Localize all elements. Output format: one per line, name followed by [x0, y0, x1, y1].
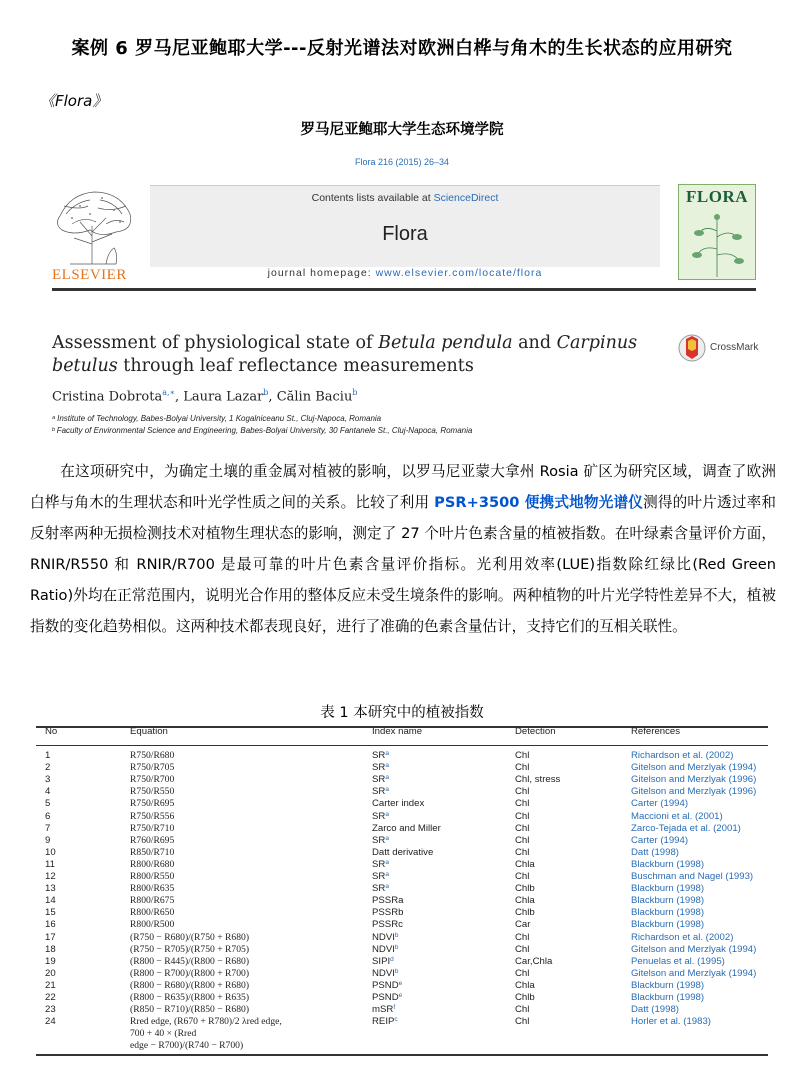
row-reference-link[interactable]: Richardson et al. (2002)	[631, 750, 734, 761]
row-detection: Chl	[515, 810, 530, 822]
table-row	[36, 762, 768, 774]
row-detection: Chl	[515, 846, 530, 858]
row-equation: (R800 − R445)/(R800 − R680)	[130, 955, 250, 967]
index-name-text: SR	[372, 750, 386, 761]
index-name-text: NDVI	[372, 931, 395, 943]
index-name-text: Carter index	[372, 798, 425, 810]
index-name-text: mSR	[372, 1004, 394, 1016]
index-name-text: NDVI	[372, 967, 395, 979]
cover-title: FLORA	[686, 187, 748, 206]
article-title	[52, 332, 652, 378]
row-reference-link[interactable]: Carter (1994)	[631, 798, 689, 810]
footnote-marker[interactable]: a	[385, 883, 389, 891]
row-number: 4	[45, 786, 51, 798]
row-index-name	[372, 980, 402, 991]
row-number: 12	[45, 871, 56, 882]
index-name-text: PSSRb	[372, 907, 404, 919]
footnote-marker[interactable]: a	[385, 762, 389, 770]
elsevier-wordmark: ELSEVIER	[52, 267, 127, 283]
row-index-name	[372, 762, 389, 773]
row-equation: R750/R556	[130, 810, 175, 822]
row-detection: Chlb	[515, 907, 535, 919]
row-index-name	[372, 895, 403, 906]
equation-continuation-line: edge − R700)/(R740 − R700)	[130, 1040, 244, 1052]
row-number: 16	[45, 919, 56, 931]
row-equation: R750/R710	[130, 822, 175, 834]
affiliation-a: ᵃ Institute of Technology, Babes-Bolyai University, 1 Kogalniceanu St., Cluj-Napoca, Romania	[52, 414, 382, 423]
row-detection: Chlb	[515, 992, 535, 1003]
footnote-marker[interactable]: a	[385, 810, 389, 818]
row-equation: R750/R705	[130, 762, 175, 774]
row-reference-link[interactable]: Blackburn (1998)	[631, 895, 705, 907]
row-reference-link[interactable]: Richardson et al. (2002)	[631, 931, 734, 943]
row-number: 18	[45, 943, 56, 955]
row-equation: R750/R550	[130, 786, 175, 798]
footnote-marker[interactable]: f	[393, 1004, 396, 1012]
row-equation: R750/R695	[130, 798, 175, 810]
row-reference-link[interactable]: Horler et al. (1983)	[631, 1016, 711, 1028]
row-number: 5	[45, 798, 51, 810]
row-number: 21	[45, 979, 56, 991]
index-name-text: PSND	[372, 979, 399, 991]
table-header-rule	[36, 745, 768, 746]
table-row	[36, 859, 768, 871]
row-index-name	[372, 774, 389, 785]
row-reference-link[interactable]: Blackburn (1998)	[631, 858, 705, 870]
row-equation: R800/R650	[130, 907, 175, 919]
row-index-name	[372, 786, 389, 797]
crossmark-badge[interactable]	[678, 333, 768, 363]
row-detection: Chl	[515, 931, 530, 943]
citation-link[interactable]: Flora 216 (2015) 26–34	[354, 157, 450, 167]
table-row	[36, 871, 768, 883]
row-number: 17	[45, 931, 56, 943]
row-number: 6	[45, 810, 51, 822]
row-equation: (R750 − R680)/(R750 + R680)	[130, 931, 250, 943]
row-detection: Chla	[515, 858, 535, 870]
summary-part2: 测得的叶片透过率和反射率两种无损检测技术对植物生理状态的影响，测定了 27 个叶片色素含量的植被指数。在叶绿素含量评价方面，RNIR/R550 和 RNIR/R700 是最可靠的叶片色素含量评价指标。光利用效率(LUE)指数除红绿比(Red Green Ratio)外均在正常范围内，说明光合作用的整体反应未受生境条件的影响。两种植物的叶片光学特性差异不大，植被指数的变化趋势相似。这两种技术都表现良好，进行了准确的色素含量估计，支持它们的互相关联性。	[30, 494, 776, 635]
equation-continuation	[36, 1028, 768, 1040]
index-name-text: SR	[372, 786, 386, 798]
table-row	[36, 980, 768, 992]
row-detection: Chla	[515, 895, 535, 907]
table-row	[36, 1016, 768, 1028]
footnote-marker[interactable]: b	[394, 943, 399, 951]
affiliation-b: ᵇ Faculty of Environmental Science and Engineering, Babes-Bolyai University, 30 Fantanele St., Cluj-Napoca, Romania	[52, 426, 473, 435]
index-name-text: SR	[372, 883, 386, 895]
row-reference-link[interactable]: Zarco-Tejada et al. (2001)	[631, 822, 741, 834]
footnote-marker[interactable]: d	[390, 955, 394, 963]
table-row	[36, 919, 768, 931]
row-number: 1	[45, 750, 51, 761]
row-reference-link[interactable]: Blackburn (1998)	[631, 919, 705, 931]
institute-name: 罗马尼亚鲍耶大学生态环境学院	[300, 122, 504, 138]
row-equation: R800/R550	[130, 871, 175, 882]
row-number: 2	[45, 762, 51, 774]
journal-cover-image	[678, 184, 756, 280]
row-index-name	[372, 823, 441, 834]
row-number: 15	[45, 907, 56, 919]
row-equation: (R800 − R700)/(R800 + R700)	[130, 967, 250, 979]
row-equation: (R850 − R710)/(R850 − R680)	[130, 1004, 250, 1016]
row-reference-link[interactable]: Buschman and Nagel (1993)	[631, 871, 754, 882]
row-number: 7	[45, 822, 51, 834]
row-reference-link[interactable]: Blackburn (1998)	[631, 883, 705, 895]
row-index-name	[372, 750, 389, 761]
table-bottom-rule	[36, 1054, 768, 1056]
row-detection: Chl	[515, 822, 530, 834]
equation-continuation	[36, 1040, 768, 1052]
author-affil-sup[interactable]: b	[352, 388, 358, 397]
table-row	[36, 774, 768, 786]
row-number: 9	[45, 834, 51, 846]
row-reference-link[interactable]: Datt (1998)	[631, 1004, 679, 1016]
index-name-text: SIPI	[372, 955, 391, 967]
table-row	[36, 907, 768, 919]
table-row	[36, 968, 768, 980]
row-number: 24	[45, 1016, 56, 1028]
row-number: 19	[45, 955, 56, 967]
column-header-equation: Equation	[130, 726, 168, 737]
row-detection: Chl	[515, 786, 530, 798]
row-detection: Chl	[515, 967, 530, 979]
index-name-text: SR	[372, 774, 386, 786]
row-number: 14	[45, 895, 56, 907]
row-index-name	[372, 859, 389, 870]
journal-name: Flora	[382, 223, 428, 245]
row-equation: R750/R680	[130, 750, 175, 761]
case-title: 案例 6 罗马尼亚鲍耶大学---反射光谱法对欧洲白桦与角木的生长状态的应用研究	[71, 38, 733, 59]
row-index-name	[372, 992, 402, 1003]
table-row	[36, 847, 768, 859]
index-name-text: NDVI	[372, 943, 395, 955]
row-number: 10	[45, 846, 56, 858]
row-index-name	[372, 944, 399, 955]
row-reference-link[interactable]: Gitelson and Merzlyak (1994)	[631, 943, 757, 955]
row-index-name	[372, 968, 399, 979]
species-carpinus: Carpinus	[556, 333, 638, 353]
row-equation: (R800 − R680)/(R800 + R680)	[130, 979, 250, 991]
row-equation: Rred edge, (R670 + R780)/2 λred edge,	[130, 1016, 282, 1028]
row-index-name	[372, 871, 389, 882]
index-name-text: SR	[372, 858, 386, 870]
footnote-marker[interactable]: a	[385, 858, 389, 866]
table-row	[36, 750, 768, 762]
footnote-marker[interactable]: a	[385, 786, 389, 794]
table-row	[36, 823, 768, 835]
row-reference-link[interactable]: Datt (1998)	[631, 846, 679, 858]
index-name-text: SR	[372, 810, 386, 822]
contents-prefix: Contents lists available at	[311, 192, 434, 204]
row-equation: R800/R500	[130, 919, 175, 931]
homepage-prefix: journal homepage:	[267, 267, 376, 279]
index-name-text: REIP	[372, 1016, 395, 1028]
title-part2: through leaf reflectance measurements	[117, 356, 474, 376]
summary-paragraph	[30, 456, 776, 642]
footnote-marker[interactable]: a	[385, 871, 389, 878]
row-reference-link[interactable]: Gitelson and Merzlyak (1994)	[631, 762, 757, 774]
row-number: 3	[45, 774, 51, 786]
index-name-text: PSSRa	[372, 895, 404, 907]
footnote-marker[interactable]: c	[394, 1016, 398, 1024]
row-index-name	[372, 798, 424, 809]
row-number: 20	[45, 967, 56, 979]
row-index-name	[372, 835, 389, 846]
row-detection: Car,Chla	[515, 955, 553, 967]
table-row	[36, 1004, 768, 1016]
homepage-line	[150, 267, 660, 279]
row-detection: Chl	[515, 834, 530, 846]
row-reference-link[interactable]: Gitelson and Merzlyak (1994)	[631, 967, 757, 979]
row-detection: Car	[515, 919, 531, 931]
equation-continuation-line: 700 + 40 × (Rred	[130, 1028, 197, 1040]
table-row	[36, 992, 768, 1004]
footnote-marker[interactable]: e	[398, 979, 403, 987]
banner-divider	[52, 288, 756, 291]
row-index-name	[372, 907, 403, 918]
row-index-name	[372, 811, 389, 822]
row-equation: (R800 − R635)/(R800 + R635)	[130, 992, 250, 1003]
column-header-references: References	[631, 726, 681, 737]
index-name-text: SR	[372, 871, 386, 882]
author-name[interactable]: Călin Baciu	[276, 389, 353, 405]
row-reference-link[interactable]: Penuelas et al. (1995)	[631, 955, 725, 967]
index-name-text: Zarco and Miller	[372, 822, 441, 834]
row-index-name	[372, 919, 403, 930]
column-header-index-name: Index name	[372, 726, 423, 737]
row-equation: (R750 − R705)/(R750 + R705)	[130, 943, 250, 955]
row-equation: R850/R710	[130, 846, 175, 858]
row-detection: Chl	[515, 798, 530, 810]
row-detection: Chlb	[515, 883, 535, 895]
footnote-marker[interactable]: e	[398, 992, 403, 999]
species-betula: Betula pendula	[378, 333, 513, 353]
row-reference-link[interactable]: Gitelson and Merzlyak (1996)	[631, 774, 757, 786]
column-header-detection: Detection	[515, 726, 556, 737]
column-header-no: No	[45, 726, 58, 737]
row-reference-link[interactable]: Blackburn (1998)	[631, 992, 705, 1003]
row-equation: R800/R675	[130, 895, 175, 907]
table-row	[36, 944, 768, 956]
table-row	[36, 883, 768, 895]
index-name-text: PSSRc	[372, 919, 403, 931]
row-reference-link[interactable]: Carter (1994)	[631, 834, 689, 846]
title-part1: Assessment of physiological state of	[52, 333, 379, 353]
row-detection: Chla	[515, 979, 535, 991]
row-index-name	[372, 932, 399, 943]
table-row	[36, 835, 768, 847]
instrument-highlight[interactable]: PSR+3500 便携式地物光谱仪	[434, 494, 644, 511]
row-number: 22	[45, 992, 56, 1003]
row-index-name	[372, 956, 394, 967]
row-detection: Chl	[515, 750, 530, 761]
row-reference-link[interactable]: Blackburn (1998)	[631, 979, 705, 991]
footnote-marker[interactable]: b	[394, 931, 399, 939]
footnote-marker[interactable]: a	[385, 774, 389, 782]
row-detection: Chl, stress	[515, 774, 561, 786]
species-betulus: betulus	[52, 356, 118, 376]
row-index-name	[372, 883, 389, 894]
row-equation: R800/R635	[130, 883, 175, 895]
row-equation: R800/R680	[130, 858, 175, 870]
row-number: 13	[45, 883, 56, 895]
row-number: 23	[45, 1004, 56, 1016]
footnote-marker[interactable]: a	[385, 750, 389, 757]
table-row	[36, 786, 768, 798]
table-row	[36, 956, 768, 968]
footnote-marker[interactable]: a	[385, 834, 389, 842]
author-affil-sup[interactable]: a,∗	[162, 388, 175, 397]
row-index-name	[372, 1016, 398, 1027]
index-name-text: PSND	[372, 992, 399, 1003]
row-reference-link[interactable]: Maccioni et al. (2001)	[631, 810, 723, 822]
index-name-text: SR	[372, 834, 386, 846]
row-detection: Chl	[515, 1016, 530, 1028]
table-row	[36, 798, 768, 810]
index-name-text: SR	[372, 762, 386, 774]
row-equation: R760/R695	[130, 834, 175, 846]
row-detection: Chl	[515, 1004, 530, 1016]
row-reference-link[interactable]: Blackburn (1998)	[631, 907, 705, 919]
journal-banner	[150, 185, 660, 285]
index-name-text: Datt derivative	[372, 846, 434, 858]
author-name[interactable]: Cristina Dobrota	[52, 389, 163, 405]
row-index-name	[372, 847, 433, 858]
footnote-marker[interactable]: b	[394, 967, 399, 975]
table-row	[36, 932, 768, 944]
row-number: 11	[45, 858, 55, 870]
journal-tag: 《Flora》	[40, 92, 108, 110]
table-row	[36, 811, 768, 823]
contents-line	[150, 192, 660, 204]
row-detection: Chl	[515, 943, 530, 955]
row-detection: Chl	[515, 762, 530, 774]
row-reference-link[interactable]: Gitelson and Merzlyak (1996)	[631, 786, 757, 798]
summary-part1: 在这项研究中，为确定土壤的重金属对植被的影响，以罗马尼亚蒙大拿州 Rosia 矿区为研究区域，调查了欧洲白桦与角木的生理状态和叶光学性质之间的关系。比较了利用	[30, 463, 776, 511]
author-list: Cristina Dobrota$^{a,∗}$, Laura Lazar$^b$, Călin Baciu$^b$	[52, 388, 358, 405]
title-and: and	[512, 333, 557, 353]
row-index-name	[372, 1004, 395, 1015]
row-detection: Chl	[515, 871, 530, 882]
sciencedirect-link[interactable]: ScienceDirect	[433, 192, 499, 204]
homepage-url-link[interactable]: www.elsevier.com/locate/flora	[375, 267, 543, 279]
author-affil-sup[interactable]: b	[263, 388, 269, 397]
table-caption: 表 1 本研究中的植被指数	[320, 705, 484, 721]
author-name[interactable]: Laura Lazar	[183, 389, 264, 405]
row-equation: R750/R700	[130, 774, 175, 786]
table-row	[36, 895, 768, 907]
crossmark-label: CrossMark	[710, 342, 759, 353]
crossmark-icon	[678, 333, 706, 363]
